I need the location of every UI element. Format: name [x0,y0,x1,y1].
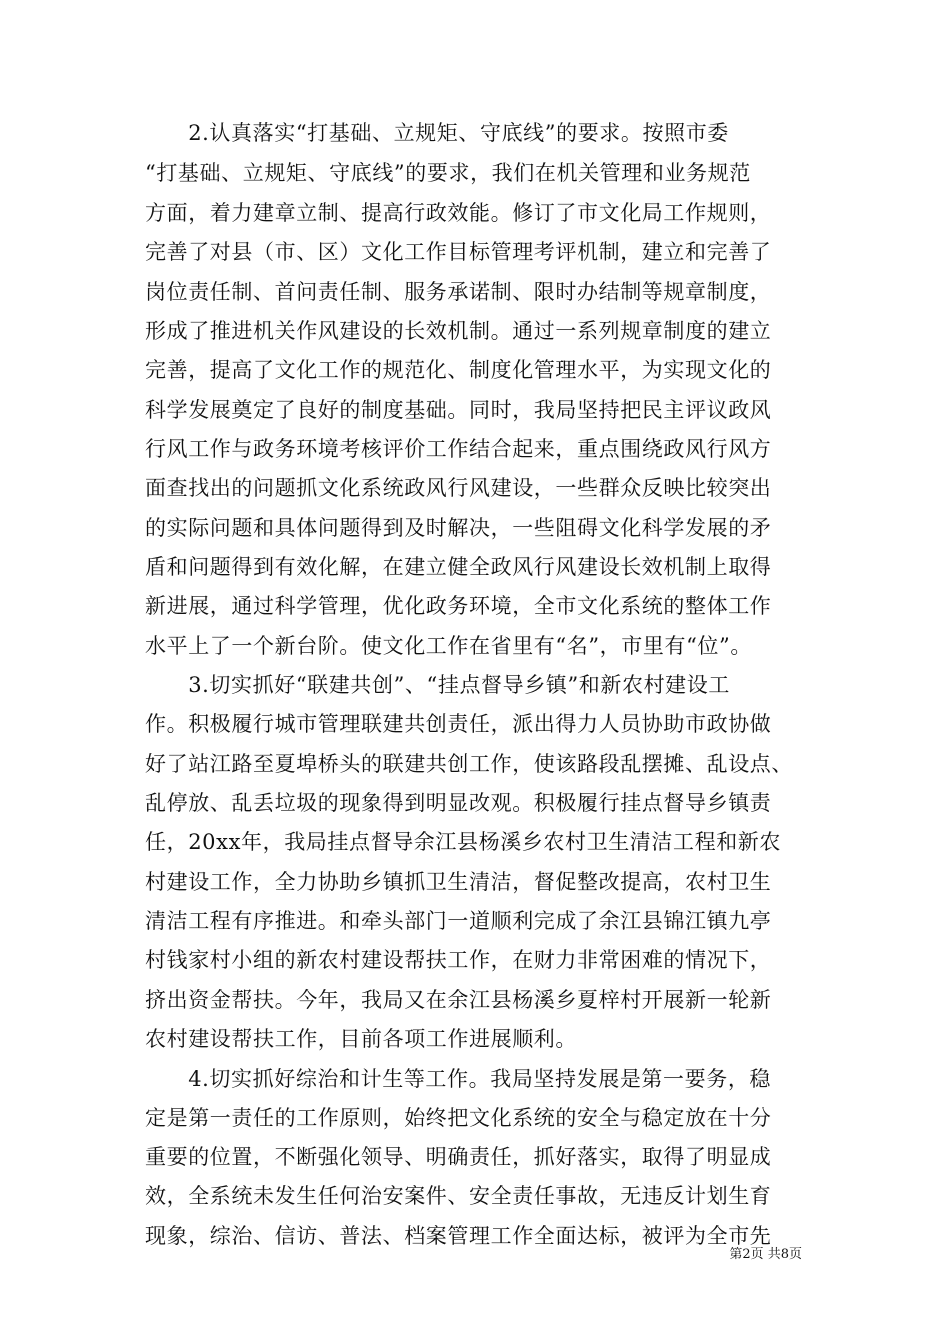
text-line: 4.切实抓好综治和计生等工作。我局坚持发展是第一要务，稳 [145,1067,772,1091]
text-line: 重要的位置，不断强化领导、明确责任，抓好落实，取得了明显成 [145,1145,772,1169]
text-line: 的实际问题和具体问题得到及时解决，一些阻碍文化科学发展的矛 [145,516,772,540]
text-line: 现象，综治、信访、普法、档案管理工作全面达标，被评为全市先 [145,1224,772,1248]
text-line: 定是第一责任的工作原则，始终把文化系统的安全与稳定放在十分 [145,1106,772,1130]
text-line: 挤出资金帮扶。今年，我局又在余江县杨溪乡夏梓村开展新一轮新 [145,988,772,1012]
text-line: 面查找出的问题抓文化系统政风行风建设，一些群众反映比较突出 [145,476,772,500]
text-line: 水平上了一个新台阶。使文化工作在省里有“名”，市里有“位”。 [145,634,752,658]
text-line: 村建设工作，全力协助乡镇抓卫生清洁，督促整改提高，农村卫生 [145,870,772,894]
text-line: 农村建设帮扶工作，目前各项工作进展顺利。 [145,1027,577,1051]
text-line: 岗位责任制、首问责任制、服务承诺制、限时办结制等规章制度， [145,280,772,304]
text-line: 2.认真落实“打基础、立规矩、守底线”的要求。按照市委 [145,121,729,145]
text-line: “打基础、立规矩、守底线”的要求，我们在机关管理和业务规范 [145,161,751,185]
text-line: 效，全系统未发生任何治安案件、安全责任事故，无违反计划生育 [145,1184,772,1208]
text-line: 任，20xx年，我局挂点督导余江县杨溪乡农村卫生清洁工程和新农 [145,830,782,854]
text-line: 作。积极履行城市管理联建共创责任，派出得力人员协助市政协做 [145,712,772,736]
text-line: 完善了对县（市、区）文化工作目标管理考评机制，建立和完善了 [145,240,772,264]
text-line: 科学发展奠定了良好的制度基础。同时，我局坚持把民主评议政风 [145,398,772,422]
text-line: 行风工作与政务环境考核评价工作结合起来，重点围绕政风行风方 [145,437,772,461]
text-line: 好了站江路至夏埠桥头的联建共创工作，使该路段乱摆摊、乱设点、 [145,752,793,776]
page-number: 第2页 共8页 [729,1247,802,1262]
text-line: 3.切实抓好“联建共创”、“挂点督导乡镇”和新农村建设工 [145,673,730,697]
text-line: 新进展，通过科学管理，优化政务环境，全市文化系统的整体工作 [145,594,772,618]
text-line: 清洁工程有序推进。和牵头部门一道顺利完成了余江县锦江镇九亭 [145,909,772,933]
text-line: 乱停放、乱丢垃圾的现象得到明显改观。积极履行挂点督导乡镇责 [145,791,772,815]
text-line: 盾和问题得到有效化解，在建立健全政风行风建设长效机制上取得 [145,555,772,579]
text-line: 完善，提高了文化工作的规范化、制度化管理水平，为实现文化的 [145,358,772,382]
text-line: 方面，着力建章立制、提高行政效能。修订了市文化局工作规则， [145,201,772,225]
text-line: 形成了推进机关作风建设的长效机制。通过一系列规章制度的建立 [145,319,772,343]
text-line: 村钱家村小组的新农村建设帮扶工作，在财力非常困难的情况下， [145,948,772,972]
